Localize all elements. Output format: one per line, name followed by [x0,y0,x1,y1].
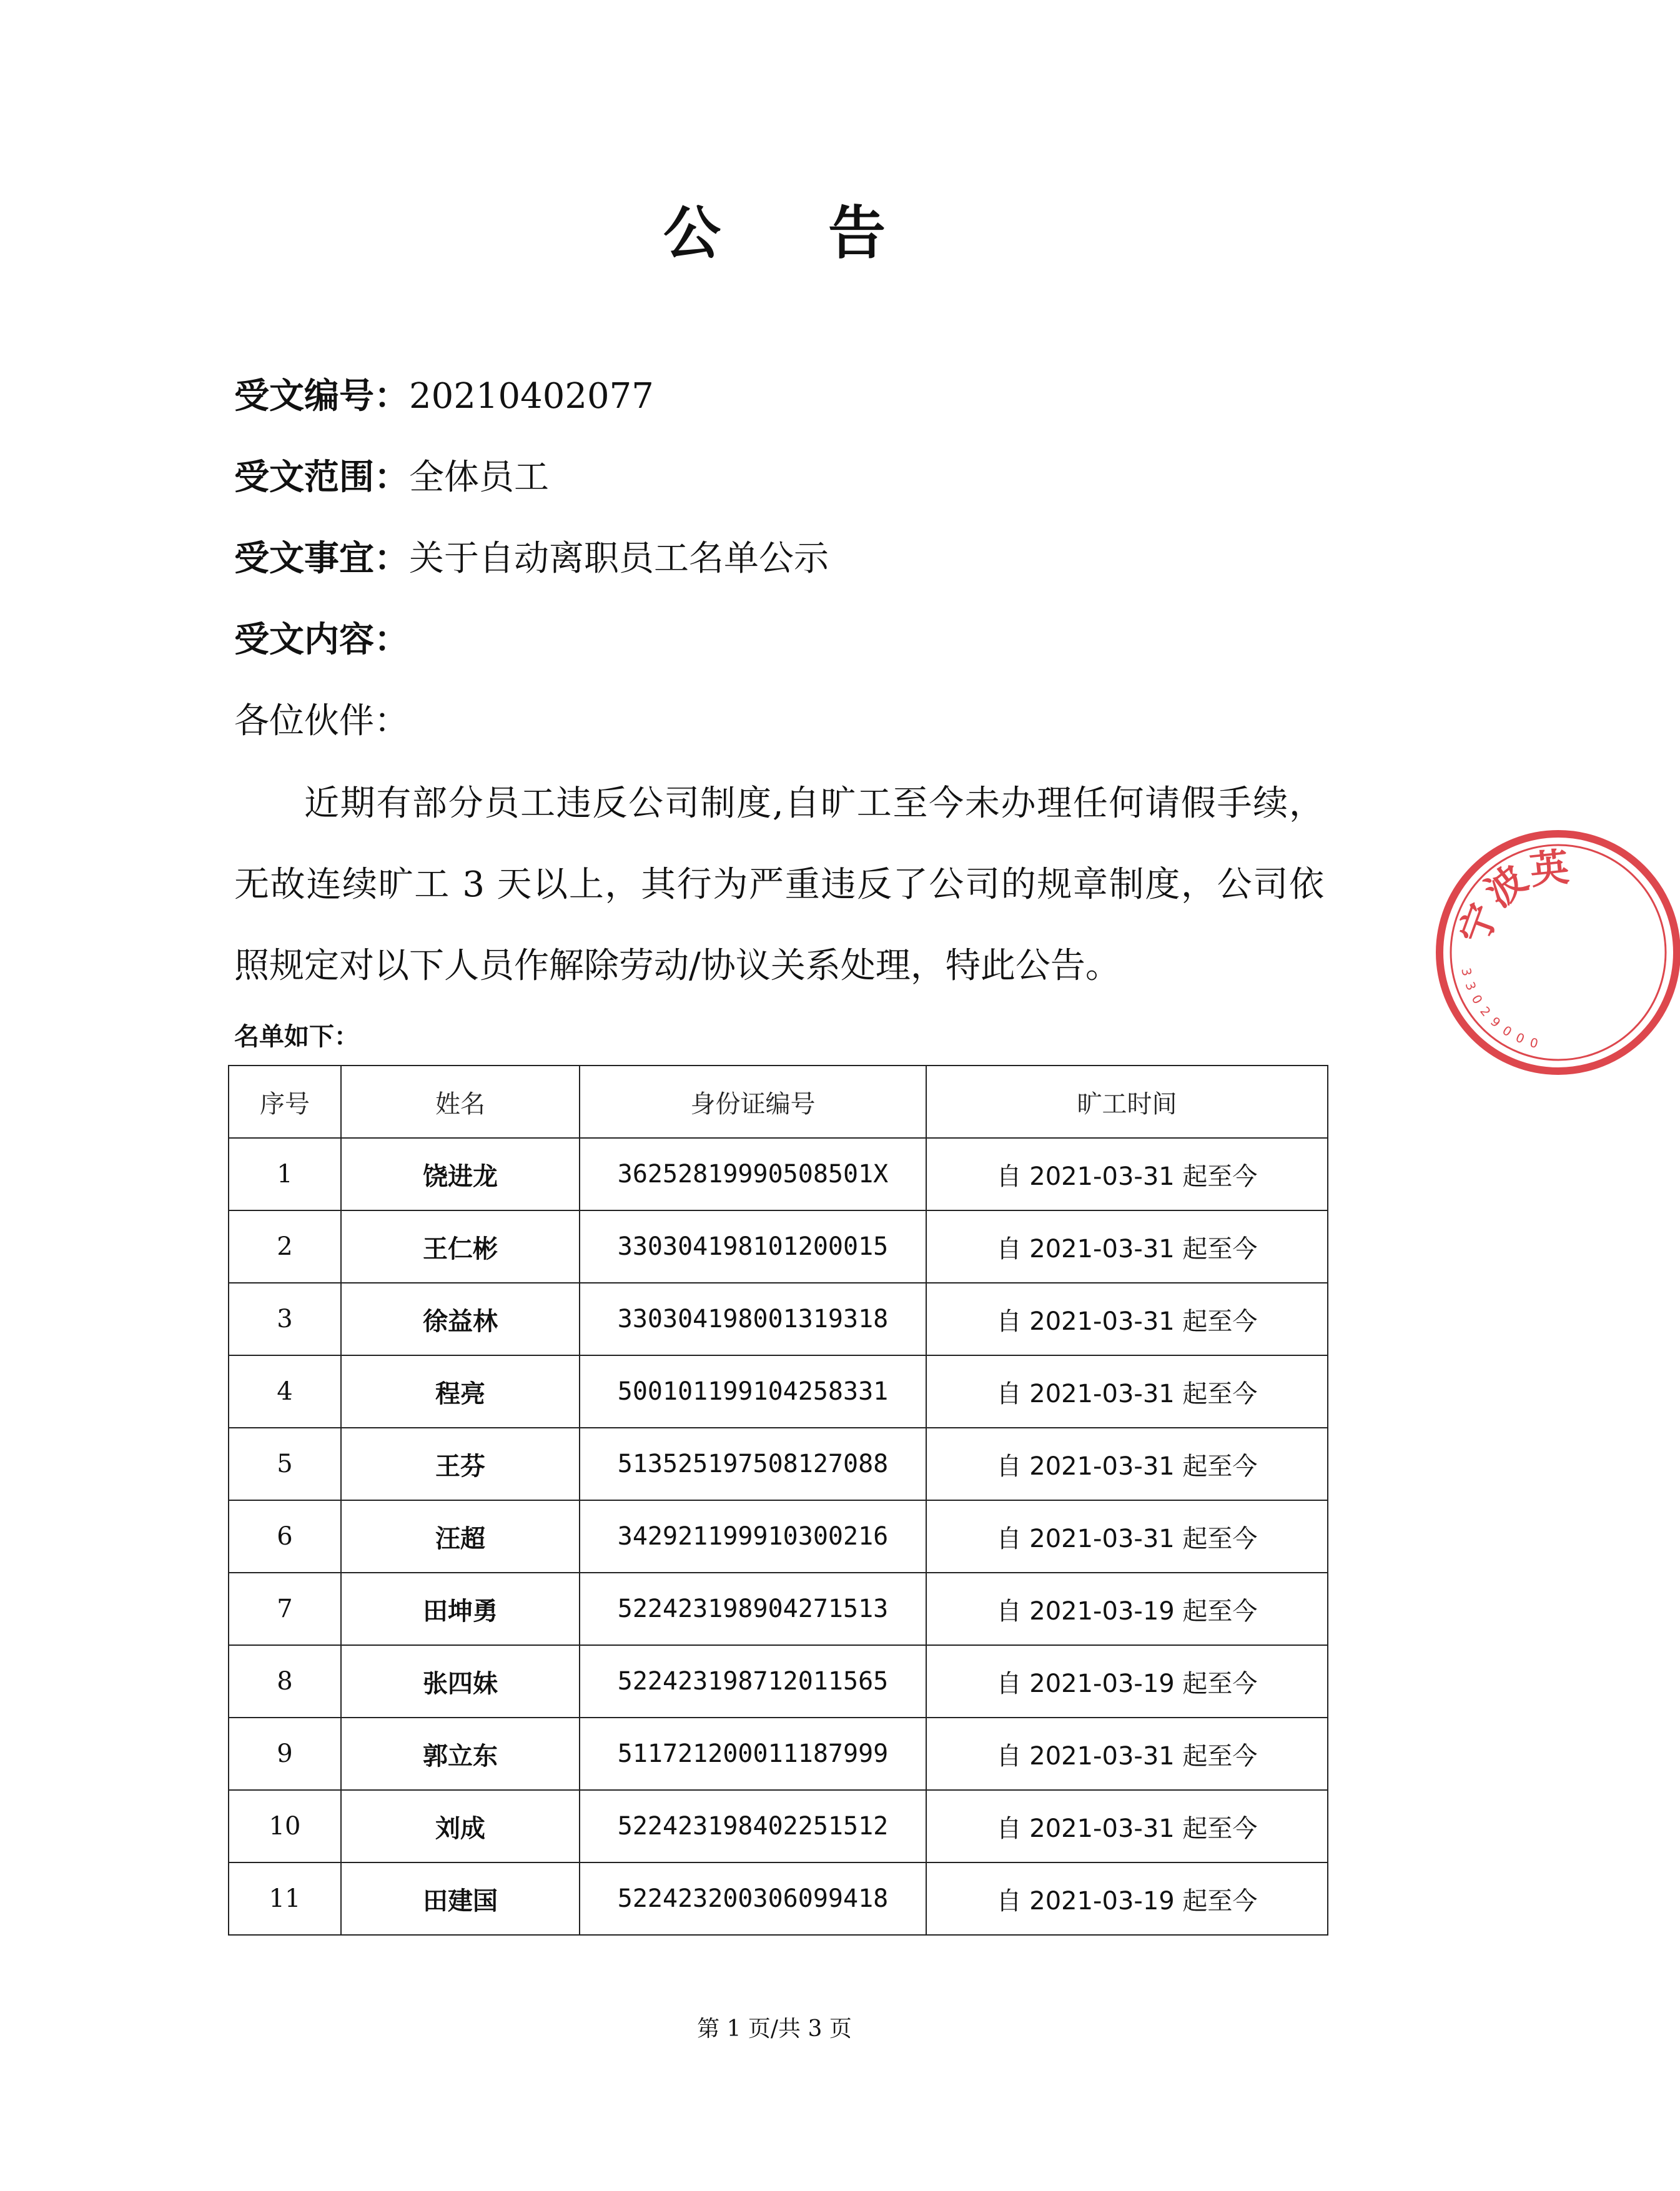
cell-absence-period: 自 2021-03-19 起至今 [926,1862,1328,1935]
svg-text:3: 3 [1462,979,1480,992]
greeting: 各位伙伴： [234,701,409,741]
svg-text:0: 0 [1468,992,1486,1007]
cell-no: 3 [229,1283,341,1355]
field-label: 受文事宜： [234,538,409,579]
field-subject [234,531,829,581]
cell-name: 田坤勇 [341,1573,580,1645]
table-row [229,1283,1328,1355]
cell-name: 汪超 [341,1500,580,1573]
field-value: 关于自动离职员工名单公示 [409,538,829,579]
cell-no: 11 [229,1862,341,1935]
svg-text:英: 英 [1528,844,1571,894]
cell-name: 程亮 [341,1355,580,1428]
cell-id-number: 330304198001319318 [580,1283,926,1355]
cell-absence-period: 自 2021-03-31 起至今 [926,1500,1328,1573]
table-row [229,1355,1328,1428]
cell-absence-period: 自 2021-03-31 起至今 [926,1355,1328,1428]
table-row [229,1500,1328,1573]
table-row [229,1138,1328,1210]
header-id: 身份证编号 [580,1066,926,1138]
field-label: 受文内容： [234,620,409,660]
field-label: 受文范围： [234,457,409,498]
cell-absence-period: 自 2021-03-19 起至今 [926,1573,1328,1645]
cell-no: 7 [229,1573,341,1645]
cell-no: 1 [229,1138,341,1210]
body-paragraph: 近期有部分员工违反公司制度,自旷工至今未办理任何请假手续，无故连续旷工 3 天以上，其行为严重违反了公司的规章制度，公司依照规定对以下人员作解除劳动/协议关系处理，特此公告。 [234,783,1324,986]
page-footer: 第 1 页/共 3 页 [697,2016,852,2042]
svg-text:2: 2 [1477,1003,1494,1019]
cell-no: 10 [229,1790,341,1862]
table-body [229,1138,1328,1935]
table-row [229,1790,1328,1862]
cell-no: 5 [229,1428,341,1500]
field-value: 全体员工 [409,457,549,498]
cell-id-number: 513525197508127088 [580,1428,926,1500]
list-heading: 名单如下： [234,1022,359,1051]
field-scope [234,450,549,500]
cell-absence-period: 自 2021-03-31 起至今 [926,1283,1328,1355]
cell-absence-period: 自 2021-03-31 起至今 [926,1138,1328,1210]
seal-number [1458,966,1539,1051]
cell-id-number: 522423198712011565 [580,1645,926,1718]
cell-absence-period: 自 2021-03-31 起至今 [926,1210,1328,1283]
employee-table [228,1065,1328,1936]
cell-id-number: 522423198402251512 [580,1790,926,1862]
cell-name: 徐益林 [341,1283,580,1355]
seal-lettering [1451,844,1571,949]
cell-name: 王仁彬 [341,1210,580,1283]
cell-name: 刘成 [341,1790,580,1862]
field-content [234,612,409,662]
table-row [229,1645,1328,1718]
svg-text:波: 波 [1476,856,1536,916]
svg-text:0: 0 [1500,1022,1515,1040]
header-period: 旷工时间 [926,1066,1328,1138]
svg-text:0: 0 [1513,1029,1527,1047]
svg-text:0: 0 [1528,1034,1540,1052]
company-seal-stamp [1418,812,1680,1099]
cell-id-number: 522423198904271513 [580,1573,926,1645]
cell-no: 9 [229,1718,341,1790]
document-title: 公 告 [663,200,930,267]
cell-absence-period: 自 2021-03-31 起至今 [926,1428,1328,1500]
header-no: 序号 [229,1066,341,1138]
cell-absence-period: 自 2021-03-31 起至今 [926,1790,1328,1862]
svg-text:宁: 宁 [1451,898,1508,950]
table-row [229,1428,1328,1500]
table-header-row [229,1066,1328,1138]
svg-text:3: 3 [1458,966,1475,977]
field-doc-number [234,368,654,418]
table-row [229,1573,1328,1645]
cell-id-number: 330304198101200015 [580,1210,926,1283]
field-value: 20210402077 [409,376,654,417]
cell-no: 8 [229,1645,341,1718]
cell-id-number: 342921199910300216 [580,1500,926,1573]
cell-absence-period: 自 2021-03-31 起至今 [926,1718,1328,1790]
cell-name: 饶进龙 [341,1138,580,1210]
cell-id-number: 500101199104258331 [580,1355,926,1428]
cell-no: 4 [229,1355,341,1428]
cell-id-number: 522423200306099418 [580,1862,926,1935]
cell-name: 王芬 [341,1428,580,1500]
cell-absence-period: 自 2021-03-19 起至今 [926,1645,1328,1718]
table-row [229,1718,1328,1790]
cell-name: 郭立东 [341,1718,580,1790]
table-row [229,1862,1328,1935]
table-row [229,1210,1328,1283]
cell-id-number: 36252819990508501X [580,1138,926,1210]
cell-no: 2 [229,1210,341,1283]
cell-name: 张四妹 [341,1645,580,1718]
cell-name: 田建国 [341,1862,580,1935]
svg-text:9: 9 [1487,1014,1504,1031]
cell-no: 6 [229,1500,341,1573]
header-name: 姓名 [341,1066,580,1138]
cell-id-number: 511721200011187999 [580,1718,926,1790]
field-label: 受文编号： [234,376,409,417]
